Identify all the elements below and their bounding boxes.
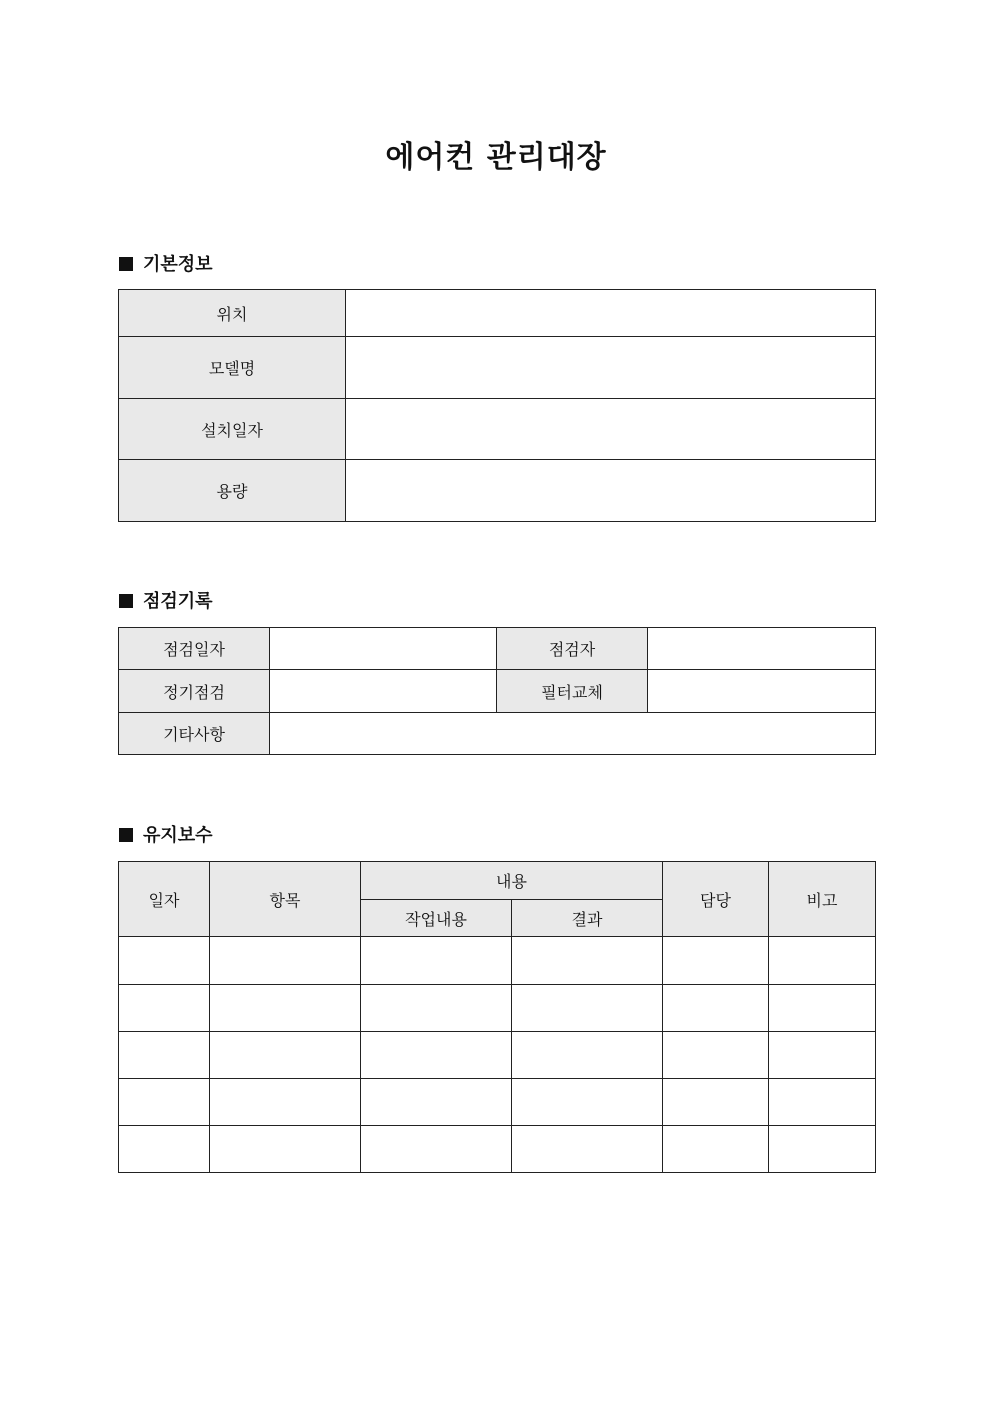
table-row: [119, 713, 876, 755]
maintenance-note-cell[interactable]: [769, 985, 876, 1032]
column-header-item: 항목: [210, 862, 361, 937]
table-row: [119, 337, 876, 399]
inspection-date-field[interactable]: [270, 628, 497, 670]
maintenance-owner-cell[interactable]: [663, 1126, 769, 1173]
column-header-note: 비고: [769, 862, 876, 937]
square-bullet-icon: [119, 594, 133, 608]
maintenance-note-cell[interactable]: [769, 1032, 876, 1079]
maintenance-item-cell[interactable]: [210, 985, 361, 1032]
capacity-label: 용량: [119, 460, 346, 522]
maintenance-work-cell[interactable]: [361, 1079, 512, 1126]
maintenance-date-cell[interactable]: [119, 1079, 210, 1126]
table-row: [119, 628, 876, 670]
column-header-date: 일자: [119, 862, 210, 937]
maintenance-item-cell[interactable]: [210, 937, 361, 985]
capacity-field[interactable]: [346, 460, 876, 522]
maintenance-item-cell[interactable]: [210, 1079, 361, 1126]
regular-inspection-field[interactable]: [270, 670, 497, 713]
model-name-label: 모델명: [119, 337, 346, 399]
other-notes-field[interactable]: [270, 713, 876, 755]
page-title: 에어컨 관리대장: [385, 140, 607, 175]
maintenance-owner-cell[interactable]: [663, 937, 769, 985]
maintenance-result-cell[interactable]: [512, 937, 663, 985]
inspection-table: [118, 627, 876, 755]
table-row: [119, 937, 876, 985]
maintenance-result-cell[interactable]: [512, 985, 663, 1032]
section-heading-label: 유지보수: [143, 825, 213, 846]
maintenance-owner-cell[interactable]: [663, 985, 769, 1032]
section-heading-basic-info: [119, 253, 213, 277]
section-heading-inspection: [119, 590, 213, 614]
inspector-label: 점검자: [497, 628, 648, 670]
table-row: [119, 1126, 876, 1173]
table-row: [119, 670, 876, 713]
install-date-label: 설치일자: [119, 399, 346, 460]
maintenance-work-cell[interactable]: [361, 1032, 512, 1079]
maintenance-result-cell[interactable]: [512, 1032, 663, 1079]
inspection-date-label: 점검일자: [119, 628, 270, 670]
inspector-field[interactable]: [648, 628, 876, 670]
maintenance-date-cell[interactable]: [119, 1126, 210, 1173]
column-header-content: 내용: [361, 862, 663, 900]
location-field[interactable]: [346, 290, 876, 337]
other-notes-label: 기타사항: [119, 713, 270, 755]
maintenance-item-cell[interactable]: [210, 1126, 361, 1173]
square-bullet-icon: [119, 828, 133, 842]
maintenance-work-cell[interactable]: [361, 985, 512, 1032]
section-heading-maintenance: [119, 824, 213, 848]
maintenance-work-cell[interactable]: [361, 1126, 512, 1173]
table-row: [119, 985, 876, 1032]
maintenance-result-cell[interactable]: [512, 1126, 663, 1173]
maintenance-note-cell[interactable]: [769, 1126, 876, 1173]
basic-info-table: [118, 289, 876, 522]
table-row: [119, 1032, 876, 1079]
maintenance-item-cell[interactable]: [210, 1032, 361, 1079]
maintenance-work-cell[interactable]: [361, 937, 512, 985]
section-heading-label: 기본정보: [143, 254, 213, 275]
section-heading-label: 점검기록: [143, 591, 213, 612]
maintenance-note-cell[interactable]: [769, 1079, 876, 1126]
table-row: [119, 290, 876, 337]
maintenance-result-cell[interactable]: [512, 1079, 663, 1126]
model-name-field[interactable]: [346, 337, 876, 399]
maintenance-date-cell[interactable]: [119, 985, 210, 1032]
table-header-row: [119, 862, 876, 900]
column-header-result: 결과: [512, 900, 663, 937]
regular-inspection-label: 정기점검: [119, 670, 270, 713]
table-row: [119, 1079, 876, 1126]
column-header-work: 작업내용: [361, 900, 512, 937]
table-row: [119, 460, 876, 522]
filter-replacement-field[interactable]: [648, 670, 876, 713]
square-bullet-icon: [119, 257, 133, 271]
column-header-owner: 담당: [663, 862, 769, 937]
maintenance-owner-cell[interactable]: [663, 1032, 769, 1079]
location-label: 위치: [119, 290, 346, 337]
maintenance-note-cell[interactable]: [769, 937, 876, 985]
maintenance-owner-cell[interactable]: [663, 1079, 769, 1126]
maintenance-date-cell[interactable]: [119, 1032, 210, 1079]
table-row: [119, 399, 876, 460]
maintenance-table: [118, 861, 876, 1173]
install-date-field[interactable]: [346, 399, 876, 460]
maintenance-date-cell[interactable]: [119, 937, 210, 985]
filter-replacement-label: 필터교체: [497, 670, 648, 713]
